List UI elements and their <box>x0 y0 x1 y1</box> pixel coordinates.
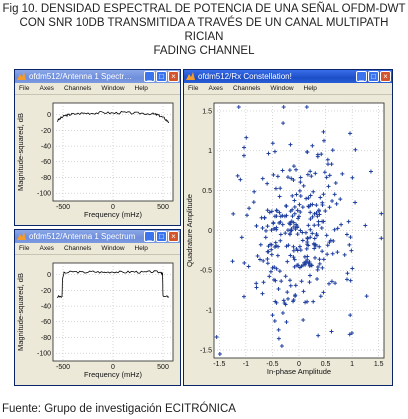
spectrum-chart-2 <box>15 255 180 385</box>
menu-file[interactable]: File <box>19 85 30 92</box>
menu-file[interactable]: File <box>188 85 199 92</box>
maximize-button[interactable]: □ <box>156 71 167 82</box>
window-title: ofdm512/Antenna 1 Spectr… <box>29 72 133 81</box>
constellation-window-titlebar[interactable] <box>184 70 392 83</box>
spectrum-window-2-titlebar[interactable] <box>15 230 180 243</box>
y-tick-label: 1 <box>208 148 212 156</box>
x-axis-label: In-phase Amplitude <box>266 367 332 376</box>
menu-axes[interactable]: Axes <box>208 85 223 92</box>
x-tick-label: 1 <box>350 361 355 368</box>
spectrum-chart-1 <box>15 95 180 225</box>
y-axis-label: Quadrature Amplitude <box>185 194 194 267</box>
y-tick-label: -60 <box>40 159 51 167</box>
matlab-icon <box>17 72 26 81</box>
close-button[interactable]: × <box>168 71 179 82</box>
spectrum-window-1[interactable] <box>14 69 181 226</box>
matlab-icon <box>186 72 195 81</box>
menu-channels[interactable]: Channels <box>232 85 261 92</box>
y-tick-label: 0 <box>47 112 51 120</box>
y-tick-label: -20 <box>40 287 51 295</box>
x-tick-label: 0 <box>297 361 301 368</box>
caption-line-1: Fig 10. DENSIDAD ESPECTRAL DE POTENCIA DE UNA SEÑAL OFDM-DWT <box>2 3 406 15</box>
x-axis-label: Frequency (mHz) <box>84 370 142 379</box>
y-tick-label: -1.5 <box>199 347 212 355</box>
caption-line-2: CON SNR 10DB TRANSMITIDA A TRAVÉS DE UN CANAL MULTIPATH RICIAN <box>19 17 389 43</box>
y-tick-label: -1 <box>205 307 212 315</box>
minimize-button[interactable]: _ <box>144 231 155 242</box>
window-title: ofdm512/Rx Constellation! <box>198 72 292 81</box>
menu-window[interactable]: Window <box>270 85 294 92</box>
y-tick-label: -40 <box>40 303 51 311</box>
y-tick-label: -80 <box>40 174 51 182</box>
x-tick-label: 0.5 <box>320 361 331 368</box>
x-tick-label: 500 <box>157 204 169 211</box>
minimize-button[interactable]: _ <box>144 71 155 82</box>
menu-bar <box>15 83 180 95</box>
x-tick-label: 1.5 <box>373 361 384 368</box>
menu-window[interactable]: Window <box>101 85 125 92</box>
caption-line-3: FADING CHANNEL <box>153 45 255 57</box>
spectrum-window-1-titlebar[interactable] <box>15 70 180 83</box>
matlab-icon <box>17 232 26 241</box>
y-tick-label: -0.5 <box>199 267 212 275</box>
menu-bar <box>15 243 180 255</box>
spectrum-window-2[interactable] <box>14 229 181 386</box>
x-tick-label: -1.5 <box>213 361 226 368</box>
y-tick-label: -100 <box>36 350 51 358</box>
y-axis-label: Magnitude-squared, dB <box>16 113 25 191</box>
x-tick-label: -500 <box>55 364 71 371</box>
figure-source: Fuente: Grupo de investigación ECITRÓNICA <box>2 403 236 415</box>
maximize-button[interactable]: □ <box>368 71 379 82</box>
menu-bar <box>184 83 392 95</box>
y-tick-label: 1.5 <box>202 108 212 116</box>
x-tick-label: 0 <box>111 364 115 371</box>
menu-help[interactable]: Help <box>134 85 148 92</box>
menu-axes[interactable]: Axes <box>39 85 54 92</box>
y-tick-label: 0 <box>47 272 51 280</box>
y-tick-label: -20 <box>40 127 51 135</box>
menu-channels[interactable]: Channels <box>63 245 92 252</box>
menu-axes[interactable]: Axes <box>39 245 54 252</box>
menu-window[interactable]: Window <box>101 245 125 252</box>
close-button[interactable]: × <box>380 71 391 82</box>
menu-file[interactable]: File <box>19 245 30 252</box>
x-axis-label: Frequency (mHz) <box>84 210 142 219</box>
y-tick-label: -80 <box>40 334 51 342</box>
y-tick-label: -100 <box>36 190 51 198</box>
figure-caption <box>0 2 408 58</box>
x-tick-label: -0.5 <box>266 361 279 368</box>
window-title: ofdm512/Antenna 1 Spectrum <box>29 232 136 241</box>
close-button[interactable]: × <box>168 231 179 242</box>
minimize-button[interactable]: _ <box>356 71 367 82</box>
maximize-button[interactable]: □ <box>156 231 167 242</box>
menu-help[interactable]: Help <box>134 245 148 252</box>
menu-help[interactable]: Help <box>303 85 317 92</box>
menu-channels[interactable]: Channels <box>63 85 92 92</box>
x-tick-label: -500 <box>55 204 71 211</box>
constellation-chart <box>184 95 392 385</box>
constellation-window[interactable] <box>183 69 393 386</box>
y-tick-label: 0.5 <box>202 187 212 195</box>
y-tick-label: -40 <box>40 143 51 151</box>
y-tick-label: -60 <box>40 319 51 327</box>
x-tick-label: -1 <box>242 361 249 368</box>
x-tick-label: 0 <box>111 204 115 211</box>
y-axis-label: Magnitude-squared, dB <box>16 273 25 351</box>
y-tick-label: 0 <box>208 227 212 235</box>
x-tick-label: 500 <box>157 364 169 371</box>
